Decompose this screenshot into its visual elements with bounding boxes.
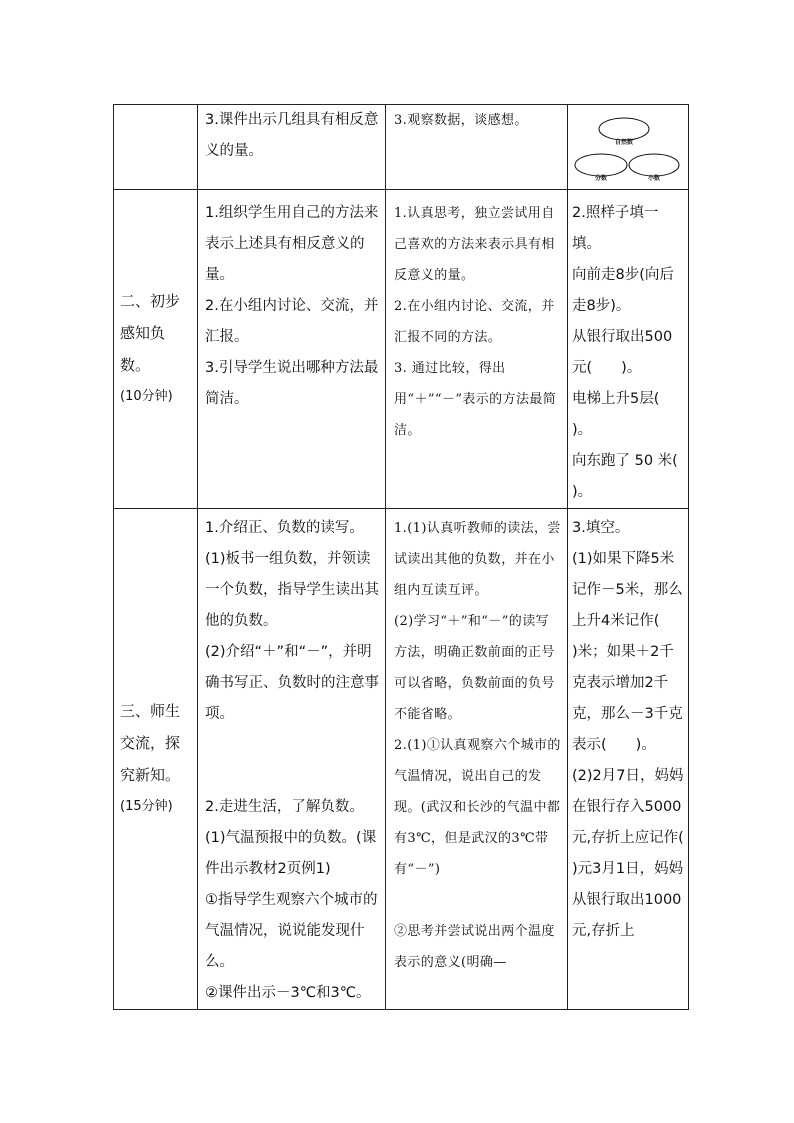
stage-time: (15分钟) bbox=[120, 799, 173, 814]
teacher-item: 3.引导学生说出哪种方法最简洁。 bbox=[205, 360, 379, 407]
fraction-ellipse bbox=[575, 154, 627, 176]
fraction-label: 分数 bbox=[594, 175, 608, 182]
lesson-plan-table bbox=[113, 104, 713, 1010]
natural-number-ellipse bbox=[599, 118, 649, 140]
stage-time: (10分钟) bbox=[120, 389, 173, 404]
teacher-item: (2)介绍“＋”和“－”，并明确书写正、负数时的注意事项。 bbox=[205, 644, 379, 722]
exercise-item: (1)如果下降5米记作－5米，那么上升4米记作( )米；如果＋2千克表示增加2千克，那么－3千克表示( )。 bbox=[572, 551, 689, 753]
exercise-cell bbox=[568, 509, 713, 1010]
student-item: 3. 通过比较，得出用“＋”“－”表示的方法最简洁。 bbox=[394, 361, 557, 438]
teacher-activity-cell bbox=[198, 509, 386, 1010]
stage-label: 三、师生交流，探究新知。 bbox=[120, 702, 181, 784]
teacher-activity-cell bbox=[198, 190, 386, 509]
stage-label: 二、初步感知负数。 bbox=[120, 292, 181, 374]
spacer bbox=[394, 885, 562, 916]
exercise-item: 从银行取出500元( )。 bbox=[572, 329, 673, 376]
student-item: (2)学习“＋”和“－”的读写方法，明确正数前面的正号可以省略，负数前面的负号不能省略。 bbox=[394, 614, 555, 722]
exercise-item: (2)2月7日，妈妈在银行存入5000元,存折上应记作( )元3月1日，妈妈从银行取出1000元,存折上 bbox=[572, 768, 713, 939]
exercise-item: 向东跑了 50 米( )。 bbox=[572, 453, 707, 500]
decimal-label: 小数 bbox=[647, 175, 661, 182]
teacher-item: 3.课件出示几组具有相反意义的量。 bbox=[205, 112, 379, 159]
teacher-item: 1.组织学生用自己的方法来表示上述具有相反意义的量。 bbox=[205, 205, 379, 283]
stage-cell bbox=[114, 509, 198, 1010]
table-row bbox=[114, 105, 689, 190]
student-item: ②思考并尝试说出两个温度表示的意义(明确— bbox=[394, 924, 555, 970]
teacher-item: ①指导学生观察六个城市的气温情况，说说能发现什么。 bbox=[205, 892, 378, 970]
teacher-item: 1.介绍正、负数的读写。 bbox=[205, 520, 364, 536]
student-activity-cell bbox=[386, 190, 568, 509]
exercise-item: 向前走8步(向后走8步)。 bbox=[572, 267, 674, 314]
student-activity-cell bbox=[386, 105, 568, 190]
table-row bbox=[114, 190, 689, 509]
natural-number-label: 自然数 bbox=[614, 139, 634, 146]
teacher-item: ②课件出示－3℃和3℃。 bbox=[205, 985, 371, 1001]
exercise-item: 3.填空。 bbox=[572, 520, 630, 536]
teacher-item: (1)板书一组负数，并领读一个负数，指导学生读出其他的负数。 bbox=[205, 551, 379, 629]
stage-cell bbox=[114, 190, 198, 509]
student-item: 2.(1)①认真观察六个城市的气温情况，说出自己的发现。(武汉和长沙的气温中都有3℃，但是武汉的3℃带有“－”) bbox=[394, 738, 561, 877]
student-item: 1.认真思考，独立尝试用自己喜欢的方法来表示具有相反意义的量。 bbox=[394, 206, 555, 283]
exercise-cell bbox=[568, 190, 707, 509]
table-row bbox=[114, 509, 689, 1010]
teacher-activity-cell bbox=[198, 105, 386, 190]
spacer bbox=[205, 730, 380, 761]
teacher-item: 2.走进生活，了解负数。 bbox=[205, 799, 364, 815]
spacer bbox=[205, 761, 380, 792]
teacher-item: 2.在小组内讨论、交流，并汇报。 bbox=[205, 298, 379, 345]
exercise-item: 电梯上升5层( )。 bbox=[572, 391, 689, 438]
stage-cell bbox=[114, 105, 198, 190]
number-set-diagram bbox=[572, 111, 684, 183]
number-set-diagram-cell bbox=[568, 105, 689, 190]
student-item: 2.在小组内讨论、交流，并汇报不同的方法。 bbox=[394, 299, 555, 345]
student-item: 3.观察数据，谈感想。 bbox=[394, 113, 528, 128]
student-item: 1.(1)认真听教师的读法，尝试读出其他的负数，并在小组内互读互评。 bbox=[394, 521, 561, 598]
student-activity-cell bbox=[386, 509, 568, 1010]
decimal-ellipse bbox=[629, 154, 679, 176]
teacher-item: (1)气温预报中的负数。(课件出示教材2页例1) bbox=[205, 830, 377, 877]
exercise-item: 2.照样子填一填。 bbox=[572, 205, 659, 252]
